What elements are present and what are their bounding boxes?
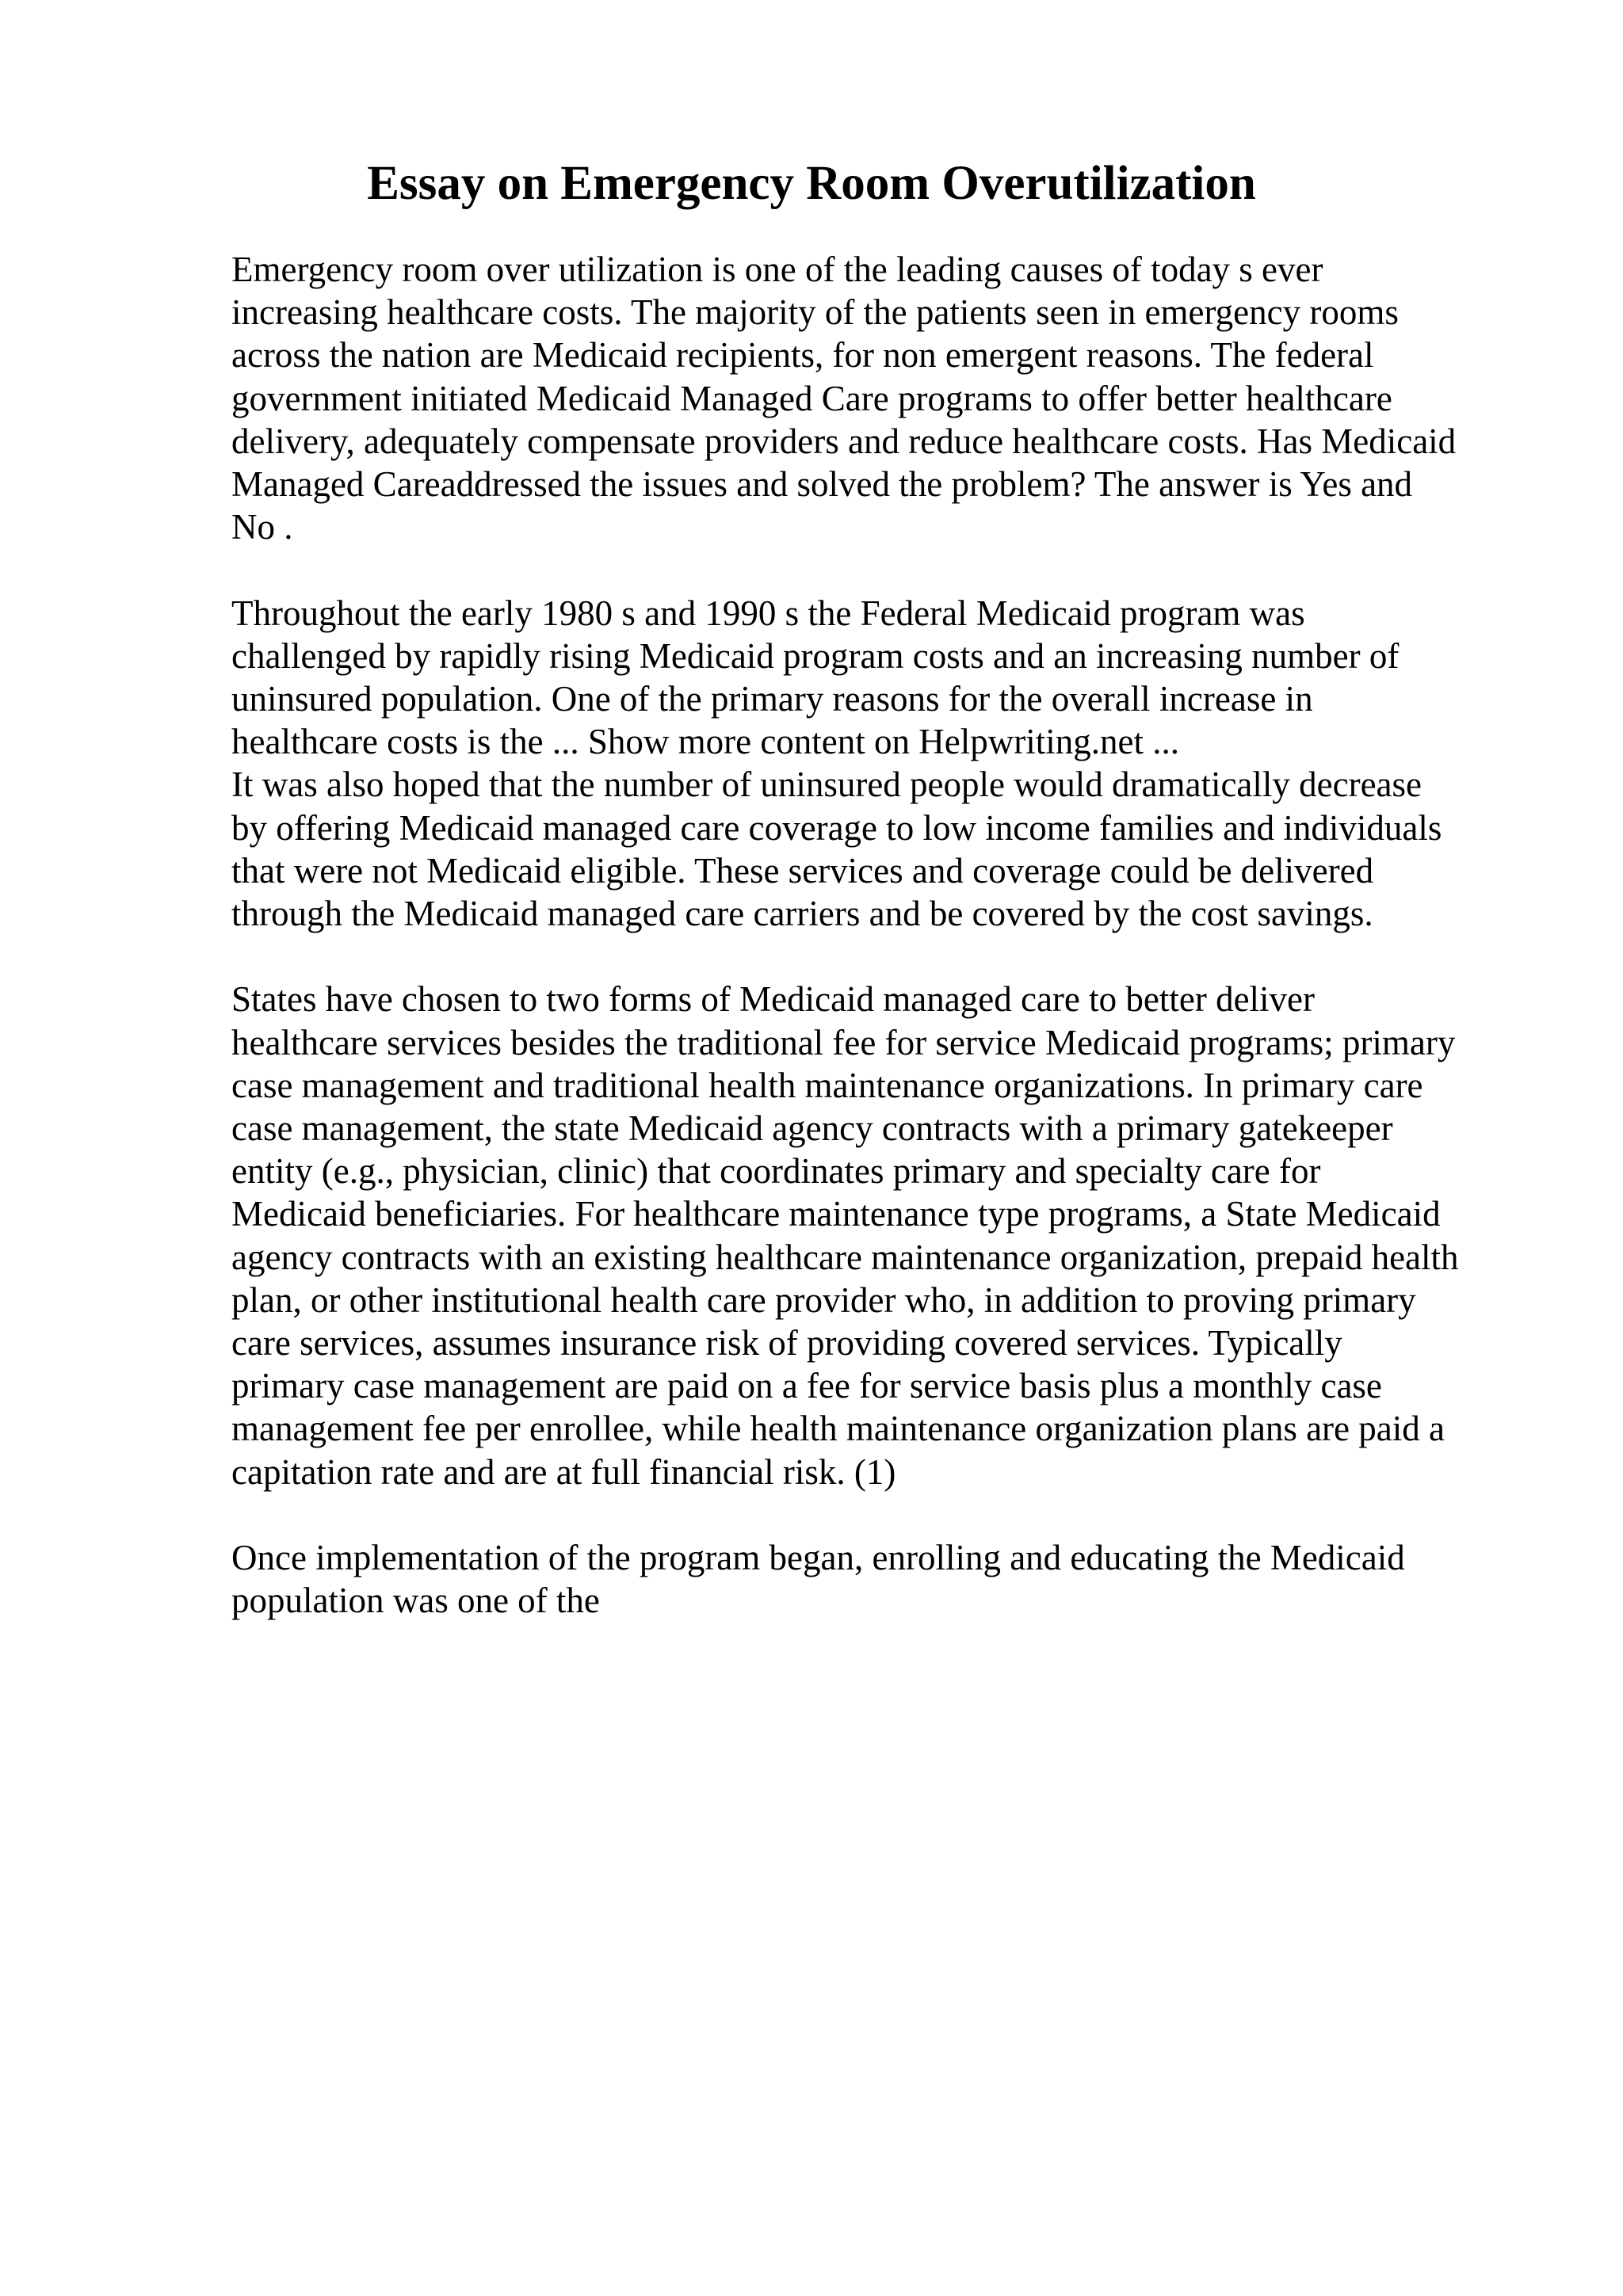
text-line: healthcare costs is the ... Show more content on Helpwriting.net ... xyxy=(231,722,1179,762)
text-line: Medicaid beneficiaries. For healthcare maintenance type programs, a State Medicaid xyxy=(231,1194,1441,1234)
document-body xyxy=(231,248,1594,1665)
paragraph-managed-care-forms xyxy=(231,978,1594,1493)
text-line: States have chosen to two forms of Medicaid managed care to better deliver xyxy=(231,979,1316,1020)
text-line: It was also hoped that the number of uninsured people would dramatically decrease xyxy=(231,765,1423,805)
text-line: that were not Medicaid eligible. These services and coverage could be delivered xyxy=(231,850,1374,891)
text-line: primary case management are paid on a fee for service basis plus a monthly case xyxy=(231,1366,1382,1406)
paragraph-background xyxy=(231,592,1594,764)
text-line: Once implementation of the program began, enrolling and educating the Medicaid xyxy=(231,1538,1405,1578)
document-title: Essay on Emergency Room Overutilization xyxy=(367,157,1256,210)
text-line: population was one of the xyxy=(231,1581,600,1621)
text-line: agency contracts with an existing healthcare maintenance organization, prepaid health xyxy=(231,1237,1459,1277)
text-line: delivery, adequately compensate providers and reduce healthcare costs. Has Medicaid xyxy=(231,421,1457,461)
text-line: entity (e.g., physician, clinic) that coordinates primary and specialty care for xyxy=(231,1151,1321,1192)
paragraph-hopes xyxy=(231,763,1594,935)
text-line: uninsured population. One of the primary reasons for the overall increase in xyxy=(231,679,1313,719)
text-line: Throughout the early 1980 s and 1990 s the Federal Medicaid program was xyxy=(231,593,1305,633)
text-line: challenged by rapidly rising Medicaid program costs and an increasing number of xyxy=(231,635,1400,676)
paragraph-intro xyxy=(231,248,1594,548)
text-line: case management, the state Medicaid agency contracts with a primary gatekeeper xyxy=(231,1108,1393,1149)
text-line: increasing healthcare costs. The majority of the patients seen in emergency rooms xyxy=(231,292,1399,333)
text-line: plan, or other institutional health care provider who, in addition to proving primary xyxy=(231,1280,1416,1320)
text-line: by offering Medicaid managed care coverage to low income families and individuals xyxy=(231,807,1442,848)
text-line: through the Medicaid managed care carriers and be covered by the cost savings. xyxy=(231,894,1373,934)
text-line: No . xyxy=(231,507,293,547)
text-line: government initiated Medicaid Managed Care programs to offer better healthcare xyxy=(231,378,1392,418)
text-line: capitation rate and are at full financial risk. (1) xyxy=(231,1451,896,1492)
text-line: healthcare services besides the traditional fee for service Medicaid programs; primary xyxy=(231,1022,1456,1062)
text-line: Managed Careaddressed the issues and solved the problem? The answer is Yes and xyxy=(231,464,1413,505)
text-line: Emergency room over utilization is one of the leading causes of today s ever xyxy=(231,250,1323,289)
text-line: case management and traditional health maintenance organizations. In primary care xyxy=(231,1065,1423,1105)
text-line: management fee per enrollee, while health maintenance organization plans are paid a xyxy=(231,1409,1445,1449)
text-line: across the nation are Medicaid recipients, for non emergent reasons. The federal xyxy=(231,335,1374,376)
paragraph-implementation xyxy=(231,1536,1594,1622)
text-line: care services, assumes insurance risk of providing covered services. Typically xyxy=(231,1323,1342,1363)
